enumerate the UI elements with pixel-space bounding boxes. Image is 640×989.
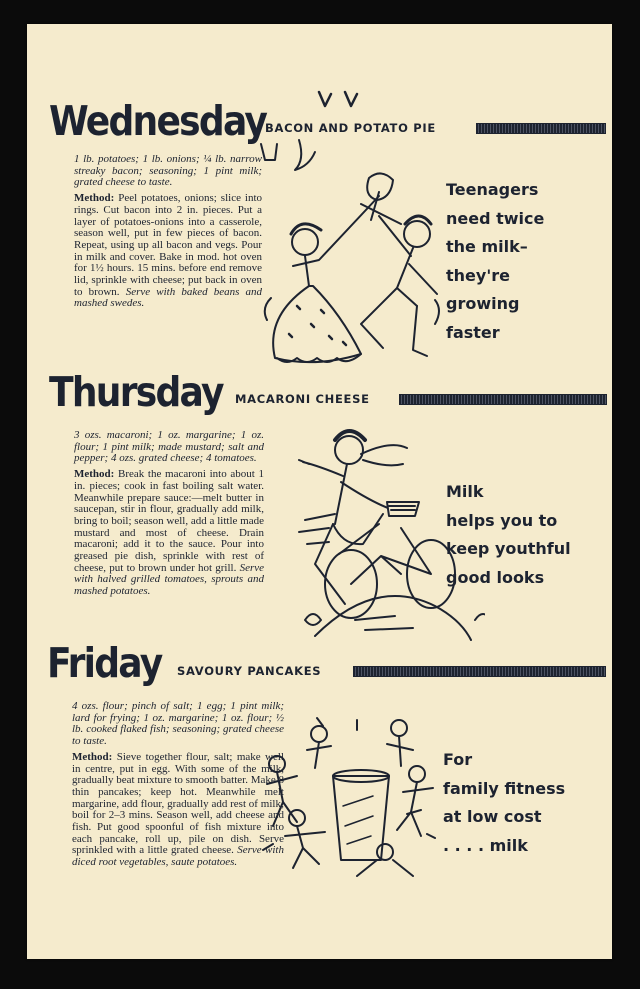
recipe-text-friday (72, 701, 284, 869)
day-heading-friday: Friday (47, 639, 162, 687)
ingredients-text: 3 ozs. macaroni; 1 oz. margarine; 1 oz. flour; 1 pint milk; made mustard; salt and pepper; 4 ozs. grated cheese; 4 tomatoes. (74, 429, 264, 465)
method-paragraph (72, 752, 284, 869)
method-paragraph (74, 193, 262, 310)
serve-suggestion: Serve with baked beans and mashed swedes. (74, 285, 263, 310)
slogan-line: keep youthful (446, 539, 571, 558)
method-paragraph (74, 469, 264, 598)
serve-suggestion: Serve with halved grilled tomatoes, sprouts and mashed potatoes. (74, 561, 265, 598)
dancing-teenagers-illustration (249, 84, 445, 366)
serve-suggestion: Serve with diced root vegetables, saute potatoes. (72, 844, 284, 869)
slogan-line: growing (446, 294, 520, 313)
dish-title-macaroni-cheese: MACARONI CHEESE (235, 392, 370, 406)
slogan-family-fitness (443, 746, 565, 860)
recipe-text-thursday (74, 430, 264, 598)
decorative-bar (399, 394, 607, 405)
day-heading-thursday: Thursday (49, 368, 223, 416)
slogan-line: faster (446, 322, 500, 342)
day-heading-wednesday: Wednesday (49, 97, 267, 145)
decorative-bar (353, 666, 606, 677)
dish-title-bacon-potato-pie: BACON AND POTATO PIE (265, 121, 436, 135)
slogan-line: they're (446, 265, 510, 285)
recipe-leaflet-page (27, 24, 612, 959)
slogan-teenagers (446, 176, 544, 347)
method-label: Method: (72, 750, 113, 763)
ingredients-text: 1 lb. potatoes; 1 lb. onions; ¼ lb. narrow streaky bacon; seasoning; 1 pint milk; grated cheese to taste. (74, 153, 262, 189)
slogan-line: . . . . milk (443, 835, 528, 855)
method-text: Break the macaroni into about 1 in. pieces; cook in fast boiling salt water. Meanwhile prepare sauce:—melt butter in saucepan, stir in flour, gradually add milk, bring to boil; season well, add a little made mustard and most of cheese. Drain macaroni; add it to the sauce. Pour into greased pie dish, sprinkle with rest of cheese, put to brown under hot grill. (74, 468, 264, 574)
slogan-line: Teenagers (446, 180, 539, 199)
slogan-line: need twice (446, 208, 545, 228)
method-text: Peel potatoes, onions; slice into rings. Cut bacon into 2 in. pieces. Put a layer of potatoes-onions into a casserole, season well, put in few pieces of bacon. Repeat, using up all bacon and vegs. Pour in milk and cover. Bake in mod. hot oven for 1½ hours. 15 mins. before end remove lid, sprinkle with cheese; put back in oven to brown. (74, 192, 262, 298)
recipe-text-wednesday (74, 154, 262, 310)
slogan-line: For (443, 750, 473, 769)
dish-title-savoury-pancakes: SAVOURY PANCAKES (177, 664, 322, 678)
family-around-milk-glass-illustration (257, 714, 437, 882)
slogan-line: family fitness (443, 778, 566, 798)
ingredients-text: 4 ozs. flour; pinch of salt; 1 egg; 1 pint milk; lard for frying; 1 oz. margarine; 1 oz. flour; ½ lb. cooked flaked fish; seasoning; grated cheese to taste. (72, 700, 284, 748)
slogan-line: the milk– (446, 237, 528, 256)
slogan-line: helps you to (446, 510, 558, 530)
slogan-line: Milk (446, 482, 484, 501)
method-text: Sieve together flour, salt; make well in centre, put in egg. With some of the milk, gradually beat mixture to smooth batter. Make 8 thin pancakes; keep hot. Meanwhile melt margarine, add flour, gradually add rest of milk; boil for 2–3 mins. Season well, add cheese and fish. Put good spoonful of fish mixture into each pancake, roll up, pile on dish. Serve sprinkled with a little grated cheese. (72, 750, 285, 857)
slogan-line: good looks (446, 567, 545, 587)
slogan-line: at low cost (443, 807, 542, 826)
slogan-milk-youthful (446, 478, 571, 592)
decorative-bar (476, 123, 606, 134)
method-label: Method: (74, 468, 115, 481)
method-label: Method: (74, 192, 115, 205)
